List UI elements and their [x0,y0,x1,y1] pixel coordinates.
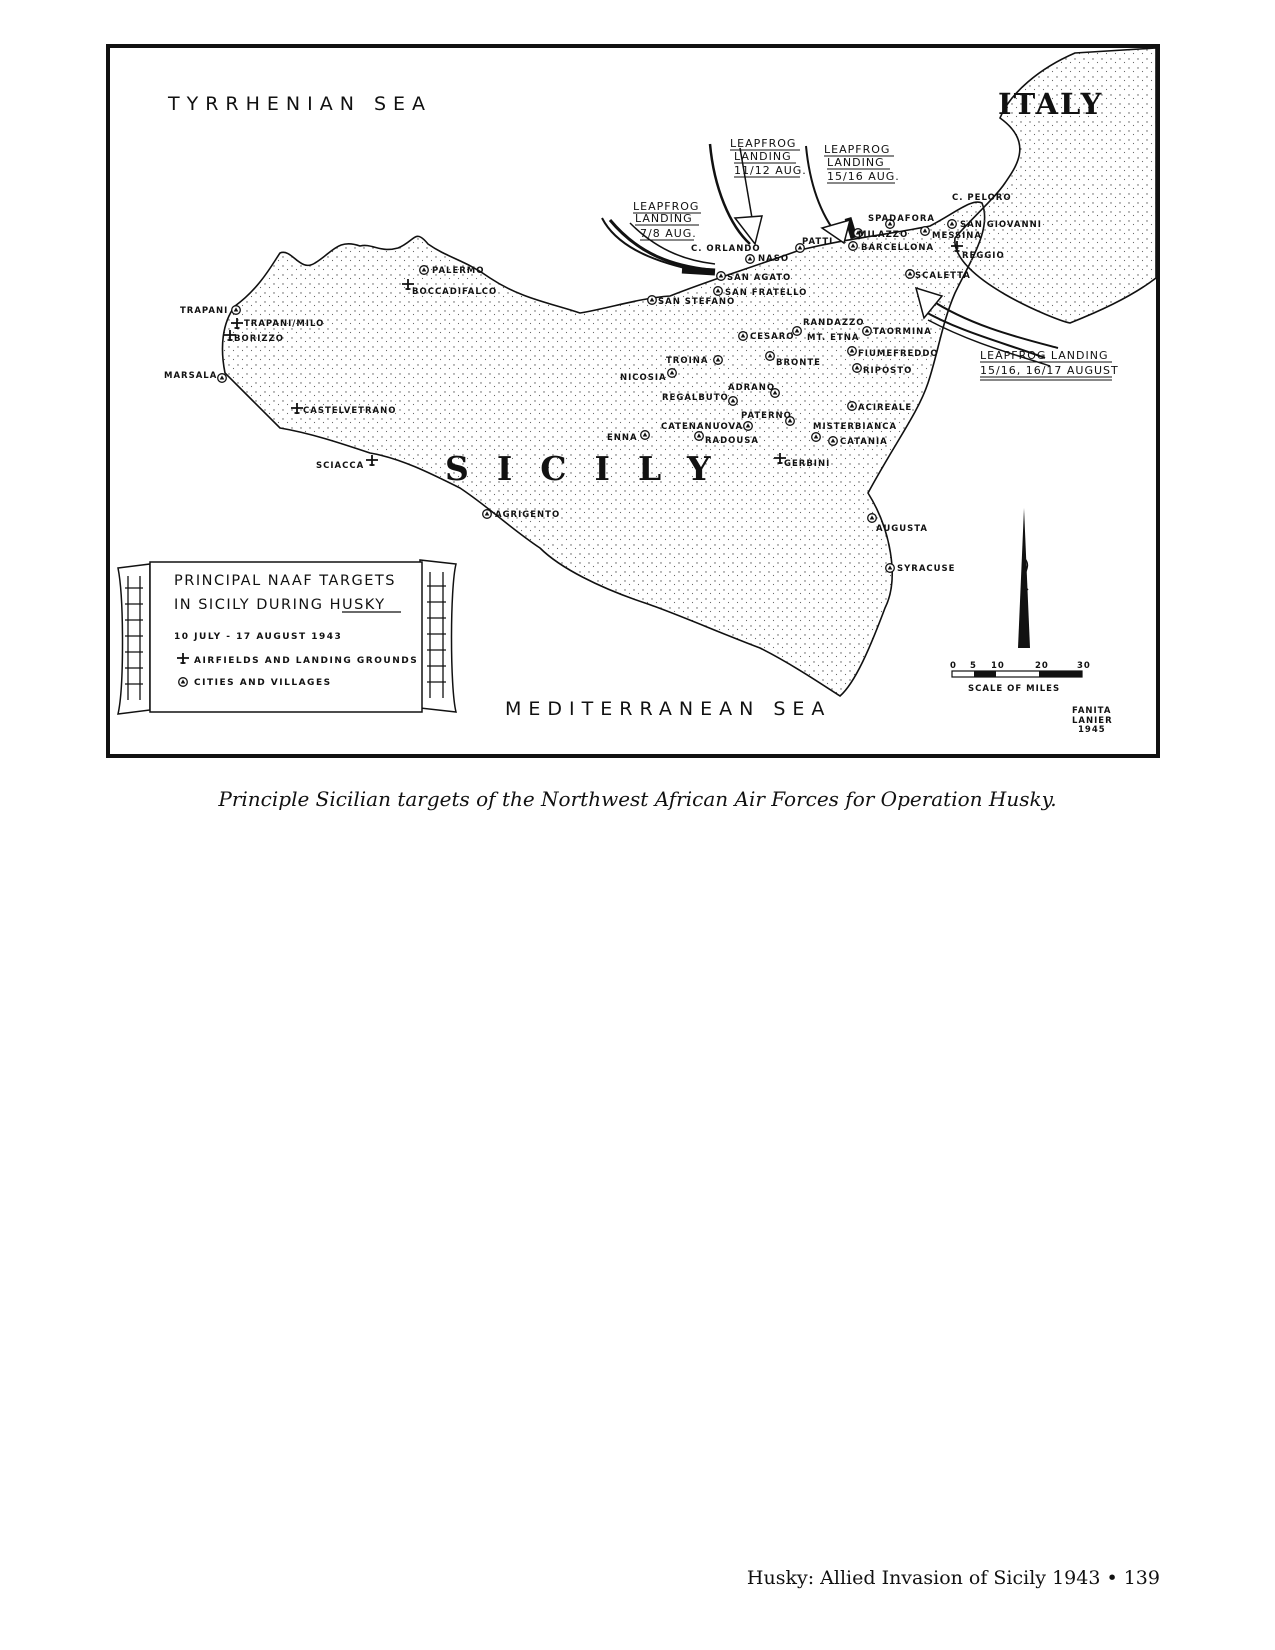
svg-text:REGALBUTO: REGALBUTO [662,393,729,403]
svg-text:PALERMO: PALERMO [432,266,485,276]
svg-text:CASTELVETRANO: CASTELVETRANO [303,406,397,416]
svg-text:0: 0 [950,661,957,671]
north-arrow [1018,508,1030,648]
svg-text:TRAPANI: TRAPANI [180,306,229,316]
svg-text:GERBINI: GERBINI [784,459,831,469]
svg-text:TRAPANI/MILO: TRAPANI/MILO [244,319,325,329]
svg-text:5: 5 [970,661,977,671]
svg-text:RANDAZZO: RANDAZZO [803,318,865,328]
svg-text:MARSALA: MARSALA [164,371,218,381]
svg-text:CESARO: CESARO [750,332,795,342]
svg-text:SCIACCA: SCIACCA [316,461,365,471]
svg-text:MILAZZO: MILAZZO [858,230,909,240]
figure-caption: Principle Sicilian targets of the Northwest African Air Forces for Operation Husky. [218,787,1057,811]
svg-text:TAORMINA: TAORMINA [873,327,932,337]
svg-text:LEAPFROG: LEAPFROG [633,200,700,213]
svg-text:SYRACUSE: SYRACUSE [897,564,956,574]
svg-text:C. ORLANDO: C. ORLANDO [691,244,761,254]
svg-text:AUGUSTA: AUGUSTA [876,524,928,534]
page-footer: Husky: Allied Invasion of Sicily 1943 • 139 [746,1567,1160,1589]
svg-text:AIRFIELDS AND LANDING GROUNDS: AIRFIELDS AND LANDING GROUNDS [194,656,419,666]
svg-text:1945: 1945 [1078,725,1106,735]
svg-text:ACIREALE: ACIREALE [858,403,913,413]
svg-text:AGRIGENTO: AGRIGENTO [495,510,561,520]
svg-text:SPADAFORA: SPADAFORA [868,214,935,224]
svg-text:11/12 AUG.: 11/12 AUG. [734,164,807,177]
svg-text:LANDING: LANDING [827,156,885,169]
svg-text:BORIZZO: BORIZZO [234,334,284,344]
svg-text:LANIER: LANIER [1072,716,1113,726]
svg-text:SAN AGATO: SAN AGATO [727,273,792,283]
svg-text:BARCELLONA: BARCELLONA [861,243,935,253]
svg-text:SCALETTA: SCALETTA [915,271,971,281]
svg-text:SAN GIOVANNI: SAN GIOVANNI [960,220,1042,230]
svg-text:FANITA: FANITA [1072,706,1112,716]
svg-text:SCALE OF MILES: SCALE OF MILES [968,684,1061,694]
svg-text:NICOSIA: NICOSIA [620,373,667,383]
svg-text:10 JULY - 17 AUGUST 1943: 10 JULY - 17 AUGUST 1943 [174,632,343,642]
svg-text:MT. ETNA: MT. ETNA [807,333,860,343]
sicily-label: SICILY [445,449,739,488]
svg-text:IN SICILY DURING HUSKY: IN SICILY DURING HUSKY [174,597,386,613]
svg-text:PATERNO: PATERNO [741,411,792,421]
svg-text:15/16 AUG.: 15/16 AUG. [827,170,900,183]
svg-text:10: 10 [991,661,1005,671]
leapfrog-label-11-12 [730,137,807,177]
svg-text:LANDING: LANDING [734,150,792,163]
svg-text:LEAPFROG LANDING: LEAPFROG LANDING [980,349,1109,362]
svg-text:ADRANO: ADRANO [728,383,776,393]
svg-text:BRONTE: BRONTE [776,358,821,368]
svg-text:LEAPFROG: LEAPFROG [824,143,891,156]
tyrrhenian-sea-label: TYRRHENIAN SEA [168,93,433,115]
svg-text:20: 20 [1035,661,1049,671]
legend-box [118,560,456,714]
svg-text:C. PELORO: C. PELORO [952,193,1012,203]
scale-bar [950,661,1091,694]
sicily-map [110,48,1156,754]
svg-text:CATENANUOVA: CATENANUOVA [661,422,744,432]
svg-text:REGGIO: REGGIO [962,251,1005,261]
italy-label: ITALY [998,87,1104,121]
svg-text:CATANIA: CATANIA [840,437,888,447]
svg-text:LEAPFROG: LEAPFROG [730,137,797,150]
map-figure [106,44,1160,758]
svg-text:PATTI: PATTI [802,237,834,247]
svg-text:30: 30 [1077,661,1091,671]
svg-text:MISTERBIANCA: MISTERBIANCA [813,422,898,432]
svg-text:SAN FRATELLO: SAN FRATELLO [725,288,808,298]
leapfrog-label-7-8 [633,200,701,240]
svg-text:NASO: NASO [758,254,790,264]
svg-text:LANDING: LANDING [635,212,693,225]
svg-text:RADOUSA: RADOUSA [705,436,760,446]
svg-text:ENNA: ENNA [607,433,638,443]
svg-text:TROINA: TROINA [666,356,709,366]
svg-text:CITIES AND VILLAGES: CITIES AND VILLAGES [194,678,332,688]
svg-text:BOCCADIFALCO: BOCCADIFALCO [412,287,498,297]
svg-text:15/16, 16/17 AUGUST: 15/16, 16/17 AUGUST [980,364,1119,377]
svg-text:RIPOSTO: RIPOSTO [863,366,913,376]
svg-text:PRINCIPAL NAAF TARGETS: PRINCIPAL NAAF TARGETS [174,573,396,589]
svg-text:MESSINA: MESSINA [932,231,982,241]
artist-signature [1072,706,1113,735]
leapfrog-label-15-16 [824,143,900,183]
mediterranean-sea-label: MEDITERRANEAN SEA [505,698,832,720]
svg-text:SAN STEFANO: SAN STEFANO [658,297,736,307]
svg-text:FIUMEFREDDO: FIUMEFREDDO [858,349,939,359]
svg-text:7/8 AUG.: 7/8 AUG. [640,227,697,240]
leapfrog-label-august [980,349,1119,380]
